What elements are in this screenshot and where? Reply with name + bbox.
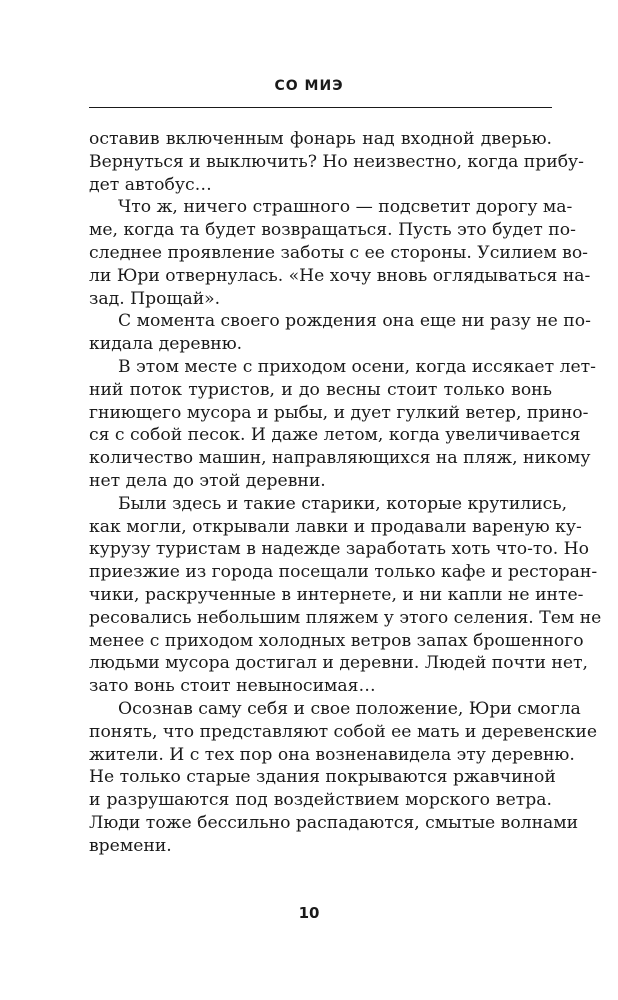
text-line: менее с приходом холодных ветров запах брошенного	[89, 630, 584, 651]
text-line: ли Юри отвернулась. «Не хочу вновь оглядываться на-	[89, 265, 591, 286]
text-line: нет дела до этой деревни.	[89, 470, 326, 491]
text-line: зато вонь стоит невыносимая…	[89, 676, 376, 697]
text-line: оставив включенным фонарь над входной дверью.	[89, 129, 552, 149]
header-rule	[89, 107, 552, 108]
text-line: ний поток туристов, и до весны стоит только вонь	[89, 379, 552, 400]
page-number: 10	[298, 904, 320, 922]
text-line: людьми мусора достигал и деревни. Людей почти нет,	[89, 653, 588, 674]
text-line: ся с собой песок. И даже летом, когда увеличивается	[89, 425, 581, 446]
text-line: времени.	[89, 835, 172, 856]
text-line: ресовались небольшим пляжем у этого селения. Тем не	[89, 607, 602, 628]
text-line: курузу туристам в надежде заработать хоть что-то. Но	[89, 539, 590, 560]
paragraph	[89, 128, 584, 196]
text-line: Осознав саму себя и свое положение, Юри смогла	[118, 698, 581, 719]
text-line: ме, когда та будет возвращаться. Пусть это будет по-	[89, 220, 576, 241]
text-line: С момента своего рождения она еще ни разу не по-	[118, 311, 591, 332]
paragraph	[89, 493, 602, 698]
text-line: Вернуться и выключить? Но неизвестно, когда прибу-	[89, 151, 584, 172]
body-text	[89, 128, 602, 858]
text-line: Люди тоже бессильно распадаются, смытые волнами	[89, 812, 579, 833]
paragraph	[89, 698, 598, 858]
text-line: В этом месте с приходом осени, когда иссякает лет-	[118, 356, 596, 377]
running-title: СО МИЭ	[274, 78, 344, 94]
paragraph	[89, 310, 591, 356]
text-line: и разрушаются под воздействием морского ветра.	[89, 790, 552, 811]
text-line: кидала деревню.	[89, 334, 243, 355]
text-line: Были здесь и такие старики, которые крутились,	[118, 493, 568, 514]
text-line: количество машин, направляющихся на пляж, никому	[89, 448, 591, 469]
text-line: дет автобус…	[89, 174, 212, 195]
paragraph	[89, 196, 591, 310]
text-line: Что ж, ничего страшного — подсветит дорогу ма-	[118, 197, 573, 218]
text-line: следнее проявление заботы с ее стороны. Усилием во-	[89, 242, 588, 263]
text-line: гниющего мусора и рыбы, и дует гулкий ветер, прино-	[89, 402, 589, 423]
text-line: зад. Прощай».	[89, 288, 221, 309]
text-line: Не только старые здания покрываются ржавчиной	[89, 767, 556, 788]
text-line: чики, раскрученные в интернете, и ни капли не инте-	[89, 584, 584, 605]
text-line: жители. И с тех пор она возненавидела эту деревню.	[89, 744, 575, 765]
text-line: как могли, открывали лавки и продавали вареную ку-	[89, 516, 582, 537]
text-line: понять, что представляют собой ее мать и деревенские	[89, 721, 598, 742]
text-line: приезжие из города посещали только кафе и ресторан-	[89, 562, 598, 583]
paragraph	[89, 356, 596, 493]
